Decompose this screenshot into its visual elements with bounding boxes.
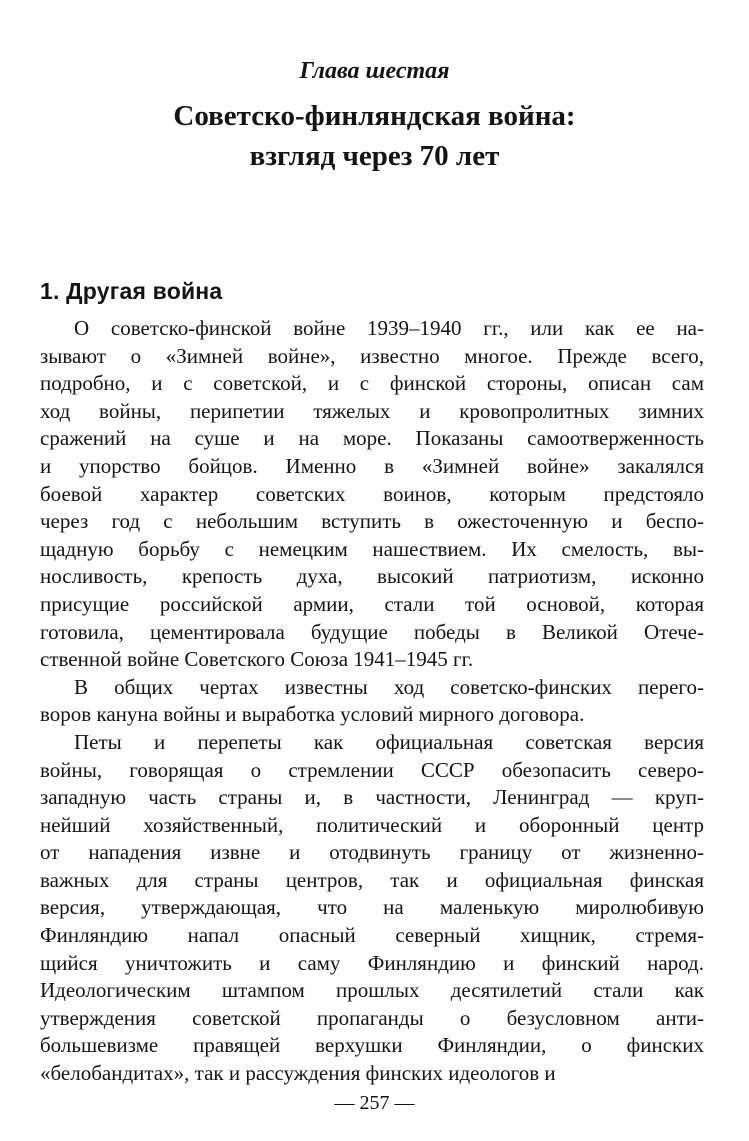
page-number: — 257 —	[334, 1092, 415, 1114]
paragraph-line: версия, утверждающая, что на маленькую миролюбивую	[40, 895, 704, 920]
paragraph-line: подробно, и с советской, и с финской стороны, описан сам	[40, 371, 704, 396]
paragraph-line: носливость, крепость духа, высокий патриотизм, исконно	[40, 564, 704, 589]
paragraph-line: готовила, цементировала будущие победы в Великой Отече-	[40, 619, 704, 644]
chapter-title-line-2: взгляд через 70 лет	[249, 140, 500, 172]
chapter-title-line-1: Советско-финляндская война:	[173, 100, 576, 132]
chapter-title	[0, 96, 749, 176]
paragraph-line: ственной войне Советского Союза 1941–1945 гг.	[40, 647, 474, 672]
paragraph-line: щадную борьбу с немецким нашествием. Их смелость, вы-	[40, 536, 704, 561]
section-heading: 1. Другая война	[40, 278, 223, 304]
paragraph-line: зывают о «Зимней войне», известно многое. Прежде всего,	[40, 343, 704, 368]
paragraph-line: боевой характер советских воинов, которым предстояло	[40, 481, 704, 506]
paragraph-line: нейший хозяйственный, политический и оборонный центр	[40, 812, 704, 837]
paragraph-line: войны, говорящая о стремлении СССР обезопасить северо-	[40, 757, 704, 782]
paragraph-line: О советско-финской войне 1939–1940 гг., или как ее на-	[74, 316, 704, 340]
chapter-label: Глава шестая	[299, 58, 450, 84]
body-text	[40, 315, 704, 1088]
paragraph-line: воров кануна войны и выработка условий мирного договора.	[40, 702, 585, 727]
paragraph-line: и упорство бойцов. Именно в «Зимней войне» закалялся	[40, 453, 704, 478]
paragraph-line: В общих чертах известны ход советско-финских перего-	[74, 674, 704, 699]
paragraph-line: щийся уничтожить и саму Финляндию и финский народ.	[40, 950, 704, 975]
paragraph-line: присущие российской армии, стали той основой, которая	[40, 591, 704, 616]
paragraph-line: ход войны, перипетии тяжелых и кровопролитных зимних	[40, 398, 704, 423]
paragraph-line: «белобандитах», так и рассуждения финских идеологов и	[40, 1061, 556, 1086]
paragraph-line: от нападения извне и отодвинуть границу от жизненно-	[40, 840, 704, 865]
paragraph-line: Петы и перепеты как официальная советская версия	[74, 729, 704, 754]
paragraph-line: большевизме правящей верхушки Финляндии, о финских	[40, 1033, 704, 1058]
paragraph-line: сражений на суше и на море. Показаны самоотверженность	[40, 426, 704, 451]
paragraph-line: Финляндию напал опасный северный хищник, стремя-	[40, 923, 704, 948]
paragraph-line: через год с небольшим вступить в ожесточенную и беспо-	[40, 509, 704, 534]
paragraph-line: утверждения советской пропаганды о безусловном анти-	[40, 1005, 704, 1030]
paragraph-line: Идеологическим штампом прошлых десятилетий стали как	[40, 978, 704, 1003]
paragraph-line: западную часть страны и, в частности, Ленинград — круп-	[40, 785, 704, 810]
paragraph-line: важных для страны центров, так и официальная финская	[40, 867, 704, 892]
